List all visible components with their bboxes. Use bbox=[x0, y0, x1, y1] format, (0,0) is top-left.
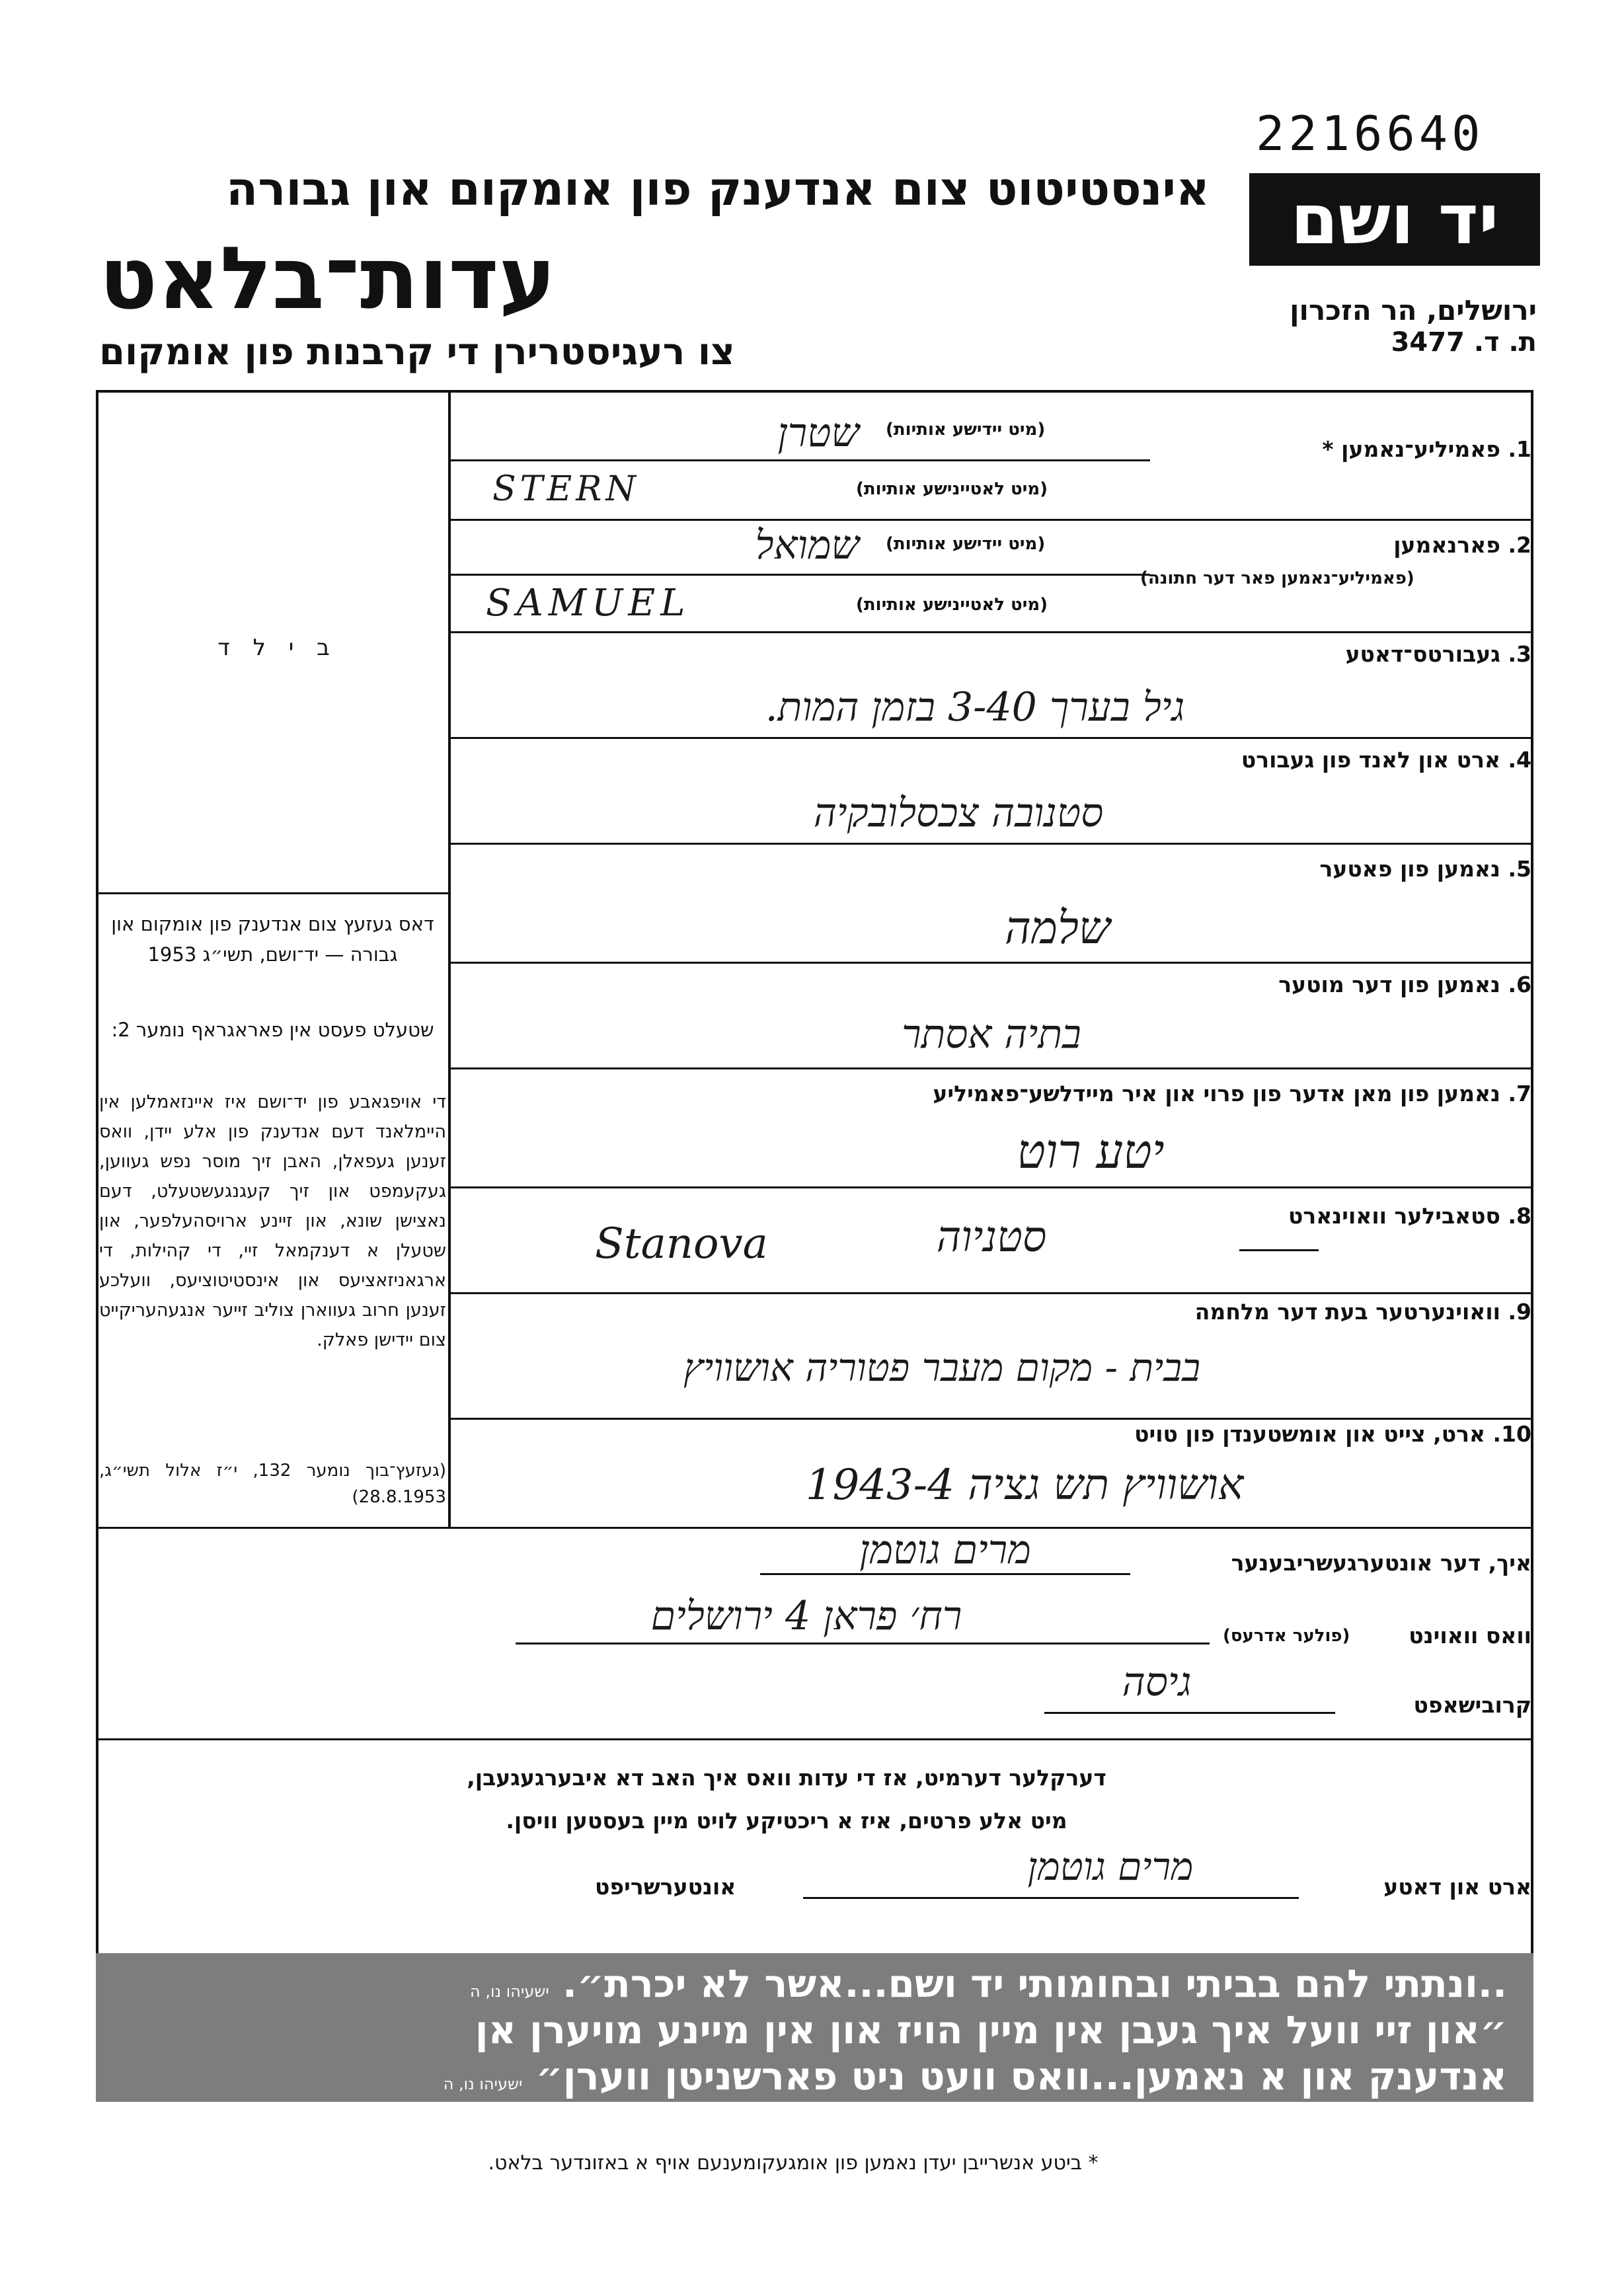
reporter-name-line bbox=[760, 1573, 1130, 1575]
field-1-value-yiddish: שטרן bbox=[777, 410, 859, 456]
row-divider bbox=[449, 962, 1533, 964]
row-divider bbox=[449, 1067, 1533, 1069]
banner-quote-2: ״און זיי וועל איך געבן אין מיין הויז און אין מיינע מויערן אן bbox=[475, 2007, 1507, 2052]
field-2-value-latin: SAMUEL bbox=[486, 582, 691, 625]
law-text: דאס געזעץ צום אנדענק פון אומקום און גבורה — יד־ושם, תשי״ג 1953 bbox=[111, 913, 434, 966]
column-divider bbox=[448, 390, 451, 1527]
relation-value: גיסה bbox=[1122, 1659, 1192, 1705]
field-10-label: 10. ארט, צייט און אומשטענדן פון טויט bbox=[1134, 1421, 1531, 1447]
declaration-line-2: מיט אלע פרטים, איז א ריכטיקע לויט מיין בעסטען וויסן. bbox=[506, 1808, 1067, 1834]
address-line bbox=[516, 1643, 1210, 1644]
signature-line bbox=[803, 1897, 1299, 1899]
institute-name: אינסטיטוט צום אנדענק פון אומקום און גבורה bbox=[226, 162, 1210, 216]
field-9-label: 9. וואוינערטער בעת דער מלחמה bbox=[1194, 1299, 1531, 1325]
law-body: די אויפגאבע פון יד־ושם איז איינזאמלען אין היימלאנד דעם אנדענק פון אלע יידן, וואס זענען געפאלן, האבן זיך מוסר נפש געווען, געקעמפט און זיך קעגנגעשטעלט, דעם נאצישן שונא, און זיינע ארויסהעלפער, און שטעלן א דענקמאל זיי, די קהילות, די ארגאניזאציעס און אינסטיטוציעס, וועלכע זענען חרוב געווארן צוליב זייער אנגעהעריקייט צום יידישן פאלק. bbox=[99, 1092, 446, 1350]
declaration-line-1: דערקלער דערמיט, אז די עדות וואס איך האב דא איבערגעגעבן, bbox=[467, 1765, 1106, 1791]
signature-label: אונטערשריפט bbox=[595, 1874, 736, 1900]
field-2-sub-yiddish: (מיט יידישע אותיות) bbox=[886, 534, 1046, 554]
field-2-sub-latin: (מיט לאטיינישע אותיות) bbox=[856, 595, 1048, 615]
field-6-label: 6. נאמען פון דער מוטער bbox=[1278, 972, 1531, 997]
address-note: (פולער אדרעס) bbox=[1223, 1626, 1350, 1646]
field-1-value-latin: STERN bbox=[492, 469, 640, 509]
relation-line bbox=[1044, 1712, 1335, 1714]
document-number: 2216640 bbox=[1256, 106, 1485, 161]
row-divider bbox=[96, 1738, 1533, 1740]
field-5-label: 5. נאמען פון פאטער bbox=[1319, 856, 1531, 882]
footnote: * ביטע אנשרייבן יעדן נאמען פון אומגעקומענעם אויף א באזונדער בלאט. bbox=[488, 2151, 1099, 2175]
field-1-sub-yiddish: (מיט יידישע אותיות) bbox=[886, 420, 1046, 440]
photo-box-divider bbox=[96, 892, 449, 894]
reporter-label: איך, דער אונטערגעשריבענער bbox=[1231, 1550, 1531, 1576]
field-2-label: 2. פארנאמען bbox=[1393, 532, 1531, 558]
address-line-2: ת. ד. 3477 bbox=[1391, 327, 1537, 358]
quote-banner bbox=[96, 1953, 1533, 2102]
field-8-label: 8. סטאבילער וואוינארט bbox=[1288, 1203, 1531, 1229]
field-7-label: 7. נאמען פון מאן אדער פון פרוי און איר מיידלשע־פאמיליע bbox=[933, 1081, 1531, 1106]
document-subtitle: צו רעגיסטרירן די קרבנות פון אומקום bbox=[99, 330, 735, 373]
field-6-value: בתיה אסתר bbox=[902, 1011, 1081, 1058]
field-4-label: 4. ארט און לאנד פון געבורט bbox=[1241, 747, 1531, 773]
reporter-name: מרים גוטמן bbox=[859, 1527, 1031, 1573]
field-1-label: 1. פאמיליע־נאמען * bbox=[1322, 436, 1531, 462]
date-label: ארט און דאטע bbox=[1383, 1874, 1531, 1900]
field-2-note: (פאמיליע־נאמען פאר דער חתונה) bbox=[1140, 568, 1414, 588]
banner-quote-3: אנדענק און א נאמען...וואס וועט ניט פארשניטן ווערן״ ישעיהו נו, ה bbox=[443, 2054, 1507, 2099]
address-line-1: ירושלים, הר הזכרון bbox=[1290, 294, 1537, 327]
field-10-value: אושוויץ תש גציה 1943-4 bbox=[805, 1461, 1244, 1510]
field-2-value-yiddish: שמואל bbox=[755, 522, 859, 568]
law-paragraph: שטעלט פעסט אין פאראגראף נומער 2: bbox=[111, 1019, 434, 1041]
row-divider bbox=[449, 843, 1533, 845]
row-divider bbox=[449, 519, 1533, 521]
banner-quote-1: ..ונתתי להם בביתי ובחומותי יד ושם...אשר לא יכרת״. ישעיהו נו, ה bbox=[470, 1961, 1507, 2006]
row-divider bbox=[449, 1418, 1533, 1420]
address-value: רח׳ פראן 4 ירושלים bbox=[650, 1593, 962, 1639]
field-8-value-latin: Stanova bbox=[595, 1219, 768, 1268]
relation-label: קרובישאפט bbox=[1413, 1692, 1531, 1718]
field-8-value-yiddish: סטניוה bbox=[936, 1213, 1047, 1262]
row-divider bbox=[449, 574, 1150, 576]
row-divider bbox=[449, 737, 1533, 739]
field-8-dash bbox=[1239, 1249, 1319, 1251]
document-title: עדות־בלאט bbox=[99, 228, 557, 329]
field-4-value: סטנובה צכסלובקיה bbox=[813, 790, 1104, 836]
yad-vashem-logo: יד ושם bbox=[1249, 173, 1540, 266]
field-7-value: יטע רוט bbox=[1017, 1124, 1165, 1179]
field-3-label: 3. געבורטס־דאטע bbox=[1345, 641, 1531, 667]
field-3-value: גיל בערך 3-40 בזמן המות. bbox=[765, 684, 1185, 730]
field-1-sub-latin: (מיט לאטיינישע אותיות) bbox=[856, 479, 1048, 499]
signature-value: מרים גוטמן bbox=[1027, 1844, 1194, 1889]
photo-label: ב י ל ד bbox=[217, 635, 338, 661]
field-5-value: שלמה bbox=[1004, 902, 1111, 954]
address-label: וואס וואוינט bbox=[1409, 1623, 1531, 1648]
row-divider bbox=[449, 631, 1533, 633]
field-9-value: בבית - מקום מעבר פטוריה אושוויץ bbox=[683, 1345, 1201, 1390]
row-divider bbox=[449, 1292, 1533, 1294]
law-reference: (געזעץ־בוך נומער 132, י״ז אלול תשי״ג, 28.8.1953) bbox=[99, 1461, 446, 1507]
row-divider bbox=[449, 1186, 1533, 1188]
row-divider bbox=[449, 459, 1150, 461]
